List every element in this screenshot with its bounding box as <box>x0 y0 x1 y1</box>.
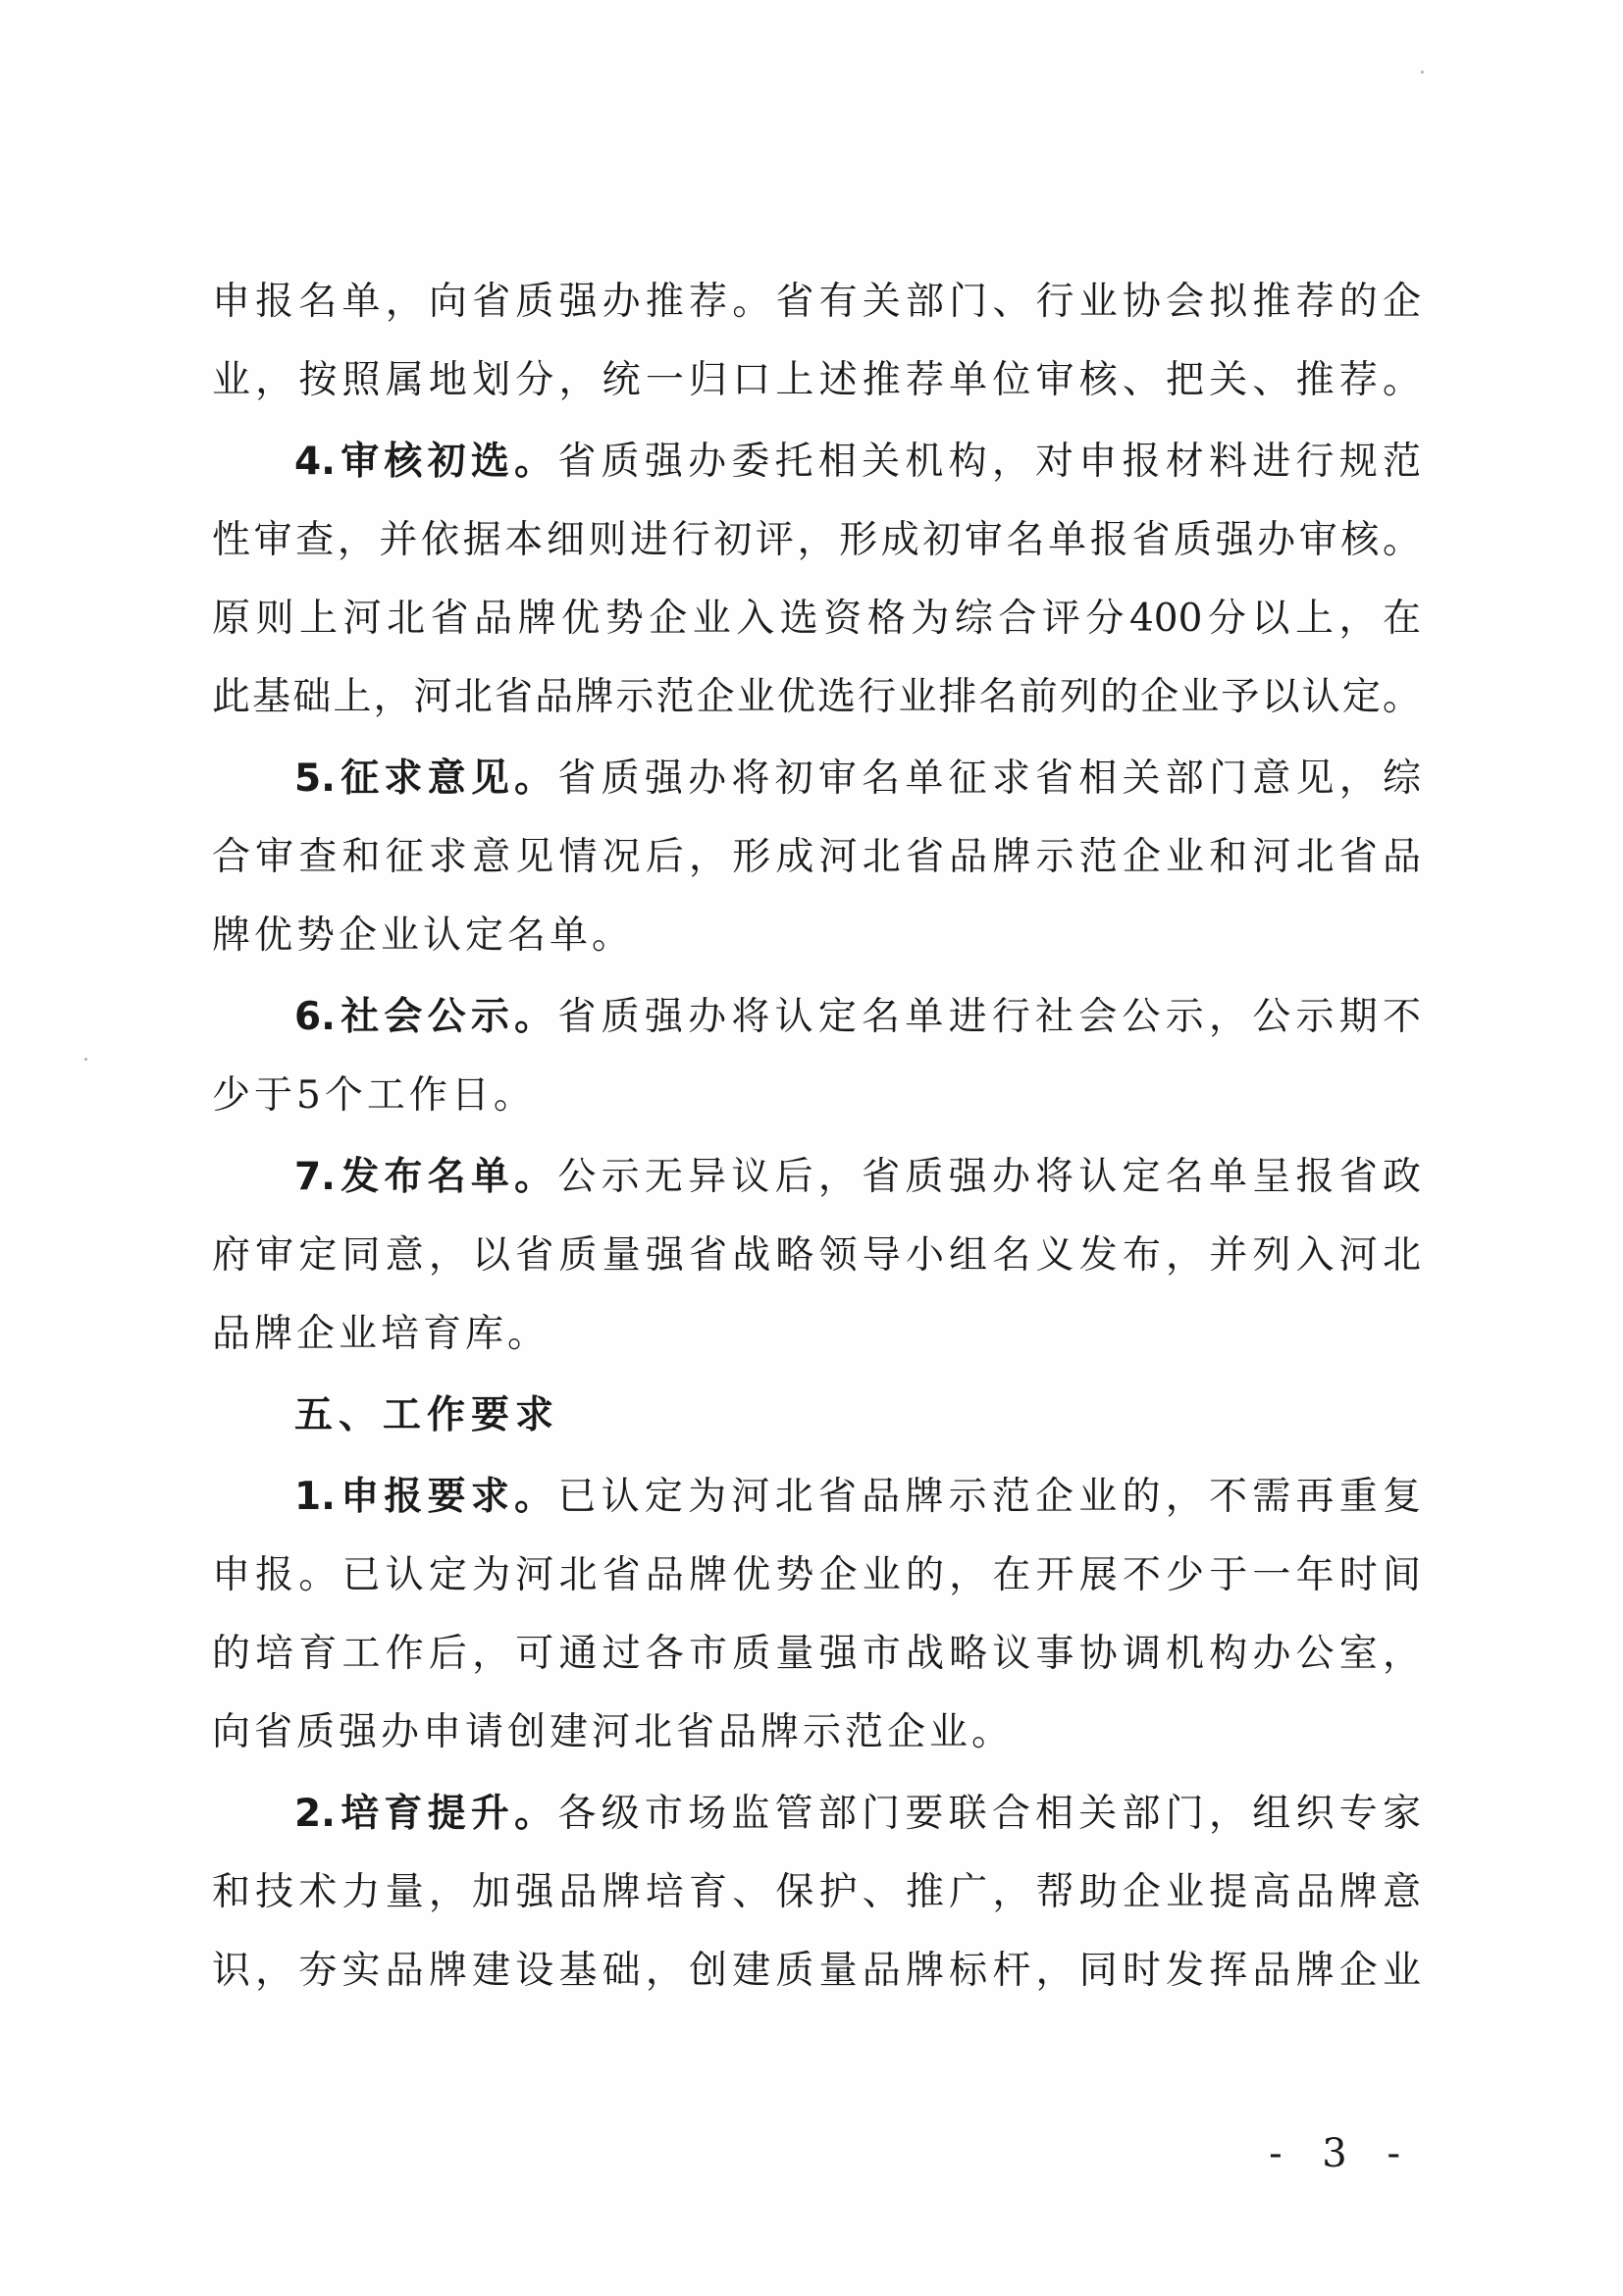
text-line: 牌优势企业认定名单。 <box>212 913 635 958</box>
paragraph-first-line <box>212 1458 1421 1537</box>
paragraph-text: 省质强办委托相关机构，对申报材料进行规范 <box>557 440 1421 484</box>
paragraph-heading: 6.社会公示。 <box>294 995 558 1039</box>
text-line: 向省质强办申请创建河北省品牌示范企业。 <box>212 1710 1015 1754</box>
paragraph <box>212 1458 1421 1772</box>
text-line: 和技术力量，加强品牌培育、保护、推广，帮助企业提高品牌意 <box>212 1870 1421 1914</box>
paragraph-first-line <box>212 423 1421 501</box>
text-line: 识，夯实品牌建设基础，创建质量品牌标杆，同时发挥品牌企业 <box>212 1949 1421 1993</box>
paragraph <box>212 1138 1421 1374</box>
document-body <box>212 263 1421 2010</box>
paragraph-text: 各级市场监管部门要联合相关部门，组织专家 <box>557 1792 1421 1836</box>
text-line: 申报。已认定为河北省品牌优势企业的，在开展不少于一年时间 <box>212 1553 1421 1597</box>
text-line: 少于5个工作日。 <box>212 1073 536 1118</box>
page-number: - 3 - <box>1269 2131 1414 2176</box>
text-line: 性审查，并依据本细则进行初评，形成初审名单报省质强办审核。 <box>212 518 1421 562</box>
paragraph-heading: 7.发布名单。 <box>294 1155 558 1199</box>
paragraph-heading: 5.征求意见。 <box>294 757 558 801</box>
paragraph <box>212 740 1421 975</box>
paragraph-first-line <box>212 1138 1421 1217</box>
paragraph-first-line <box>212 740 1421 818</box>
paragraph-heading: 2.培育提升。 <box>294 1792 558 1836</box>
paragraph <box>212 1775 1421 2010</box>
paragraph-first-line <box>212 1775 1421 1853</box>
paragraph <box>212 263 1421 420</box>
paragraph-heading: 1.申报要求。 <box>294 1475 558 1519</box>
text-line: 申报名单，向省质强办推荐。省有关部门、行业协会拟推荐的企 <box>212 280 1421 324</box>
paragraph <box>212 978 1421 1135</box>
paragraph-text: 已认定为河北省品牌示范企业的，不需再重复 <box>557 1475 1421 1519</box>
section-heading: 五、工作要求 <box>294 1393 560 1437</box>
text-line: 原则上河北省品牌优势企业入选资格为综合评分400分以上，在 <box>212 597 1421 641</box>
text-line: 品牌企业培育库。 <box>212 1312 550 1356</box>
text-line: 的培育工作后，可通过各市质量强市战略议事协调机构办公室， <box>212 1632 1421 1676</box>
text-line: 合审查和征求意见情况后，形成河北省品牌示范企业和河北省品 <box>212 835 1421 879</box>
text-line: 业，按照属地划分，统一归口上述推荐单位审核、把关、推荐。 <box>212 358 1421 402</box>
paragraph-text: 省质强办将认定名单进行社会公示，公示期不 <box>557 995 1421 1039</box>
paragraph-text: 省质强办将初审名单征求省相关部门意见，综 <box>557 757 1421 801</box>
scan-speck <box>1421 71 1424 74</box>
text-line: 此基础上，河北省品牌示范企业优选行业排名前列的企业予以认定。 <box>212 675 1421 719</box>
text-line: 府审定同意，以省质量强省战略领导小组名义发布，并列入河北 <box>212 1233 1421 1278</box>
scan-speck <box>84 1058 87 1061</box>
paragraph-heading: 4.审核初选。 <box>294 440 558 484</box>
paragraph-first-line <box>212 978 1421 1057</box>
paragraph <box>212 423 1421 737</box>
paragraph-text: 公示无异议后，省质强办将认定名单呈报省政 <box>557 1155 1421 1199</box>
